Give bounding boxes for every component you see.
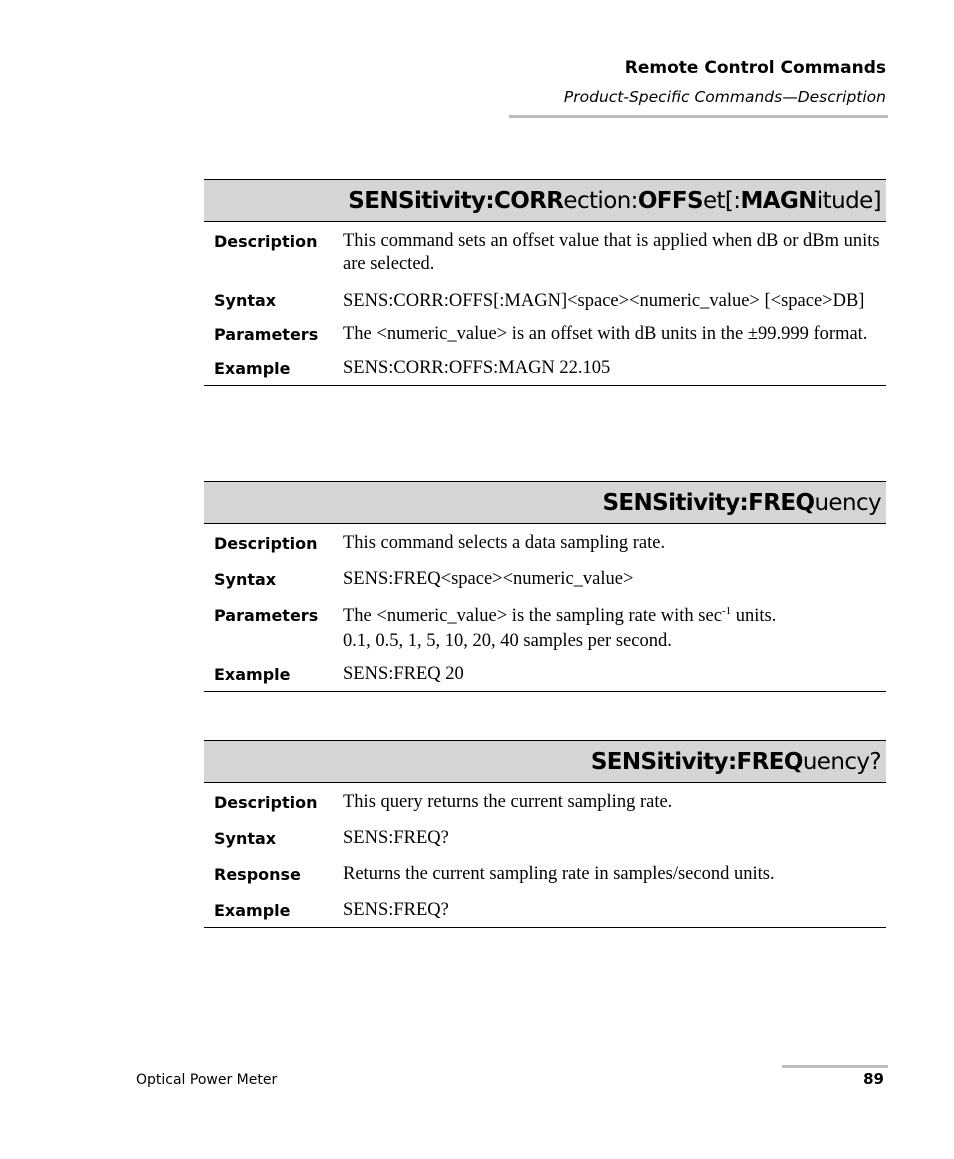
row-example [204,899,886,922]
row-label: Syntax [214,570,277,589]
row-description [204,791,886,814]
command-rows [204,532,886,692]
row-label: Response [214,865,301,884]
title-part: SENSitivity:FREQ [590,749,803,775]
row-label: Example [214,901,291,920]
row-value: This query returns the current sampling rate. [343,792,673,812]
row-parameters [204,323,886,346]
row-label: Example [214,359,291,378]
title-part: uency [814,490,881,516]
row-label: Syntax [214,291,277,310]
row-syntax [204,827,886,850]
row-example [204,357,886,380]
command-section-frequency [204,481,886,692]
title-part: OFFS [637,188,703,214]
title-part: SENSitivity:CORR [348,188,564,214]
row-example [204,663,886,686]
command-rows [204,791,886,928]
value-text: 0.1, 0.5, 1, 5, 10, 20, 40 samples per second. [343,631,672,651]
running-header-title: Remote Control Commands [624,58,886,78]
row-value: SENS:FREQ? [343,900,449,920]
row-description [204,532,886,555]
row-value: This command selects a data sampling rate. [343,533,666,553]
title-part: et[: [702,188,741,214]
row-label: Syntax [214,829,277,848]
title-part: SENSitivity:FREQ [602,490,815,516]
row-label: Parameters [214,606,319,625]
command-title [204,179,886,222]
row-syntax [204,289,886,314]
row-syntax [204,568,886,591]
row-value: SENS:FREQ 20 [343,664,464,684]
title-part: uency? [802,749,881,775]
running-header-subtitle: Product-Specific Commands—Description [563,88,886,106]
superscript: -1 [721,604,732,617]
row-label: Example [214,665,291,684]
row-label: Description [214,793,318,812]
command-title [204,740,886,783]
row-label: Parameters [214,325,319,344]
row-value: The <numeric_value> is an offset with dB units in the ±99.999 format. [343,324,868,344]
command-section-frequency-query [204,740,886,928]
page-number: 89 [863,1070,884,1088]
header-rule [509,115,888,118]
footer-rule [782,1065,888,1068]
title-part: ection: [563,188,638,214]
row-value [343,604,886,654]
value-text: The <numeric_value> is the sampling rate with sec [343,606,722,626]
title-part: itude] [816,188,881,214]
title-part: MAGN [740,188,817,214]
command-rows [204,230,886,386]
row-value: SENS:FREQ<space><numeric_value> [343,569,634,589]
row-label: Description [214,232,318,251]
row-value: SENS:CORR:OFFS[:MAGN]<space><numeric_value> [<space>DB] [343,291,865,311]
footer-product-name: Optical Power Meter [136,1072,278,1088]
row-value: Returns the current sampling rate in samples/second units. [343,864,775,884]
row-value: SENS:CORR:OFFS:MAGN 22.105 [343,358,611,378]
row-parameters [204,604,886,654]
row-description [204,230,886,276]
row-response [204,863,886,886]
command-section-correction-offset [204,179,886,386]
row-value: SENS:FREQ? [343,828,449,848]
value-text: units. [731,606,777,626]
command-title [204,481,886,524]
row-label: Description [214,534,318,553]
row-value: This command sets an offset value that is applied when dB or dBm units are selected. [343,231,880,274]
